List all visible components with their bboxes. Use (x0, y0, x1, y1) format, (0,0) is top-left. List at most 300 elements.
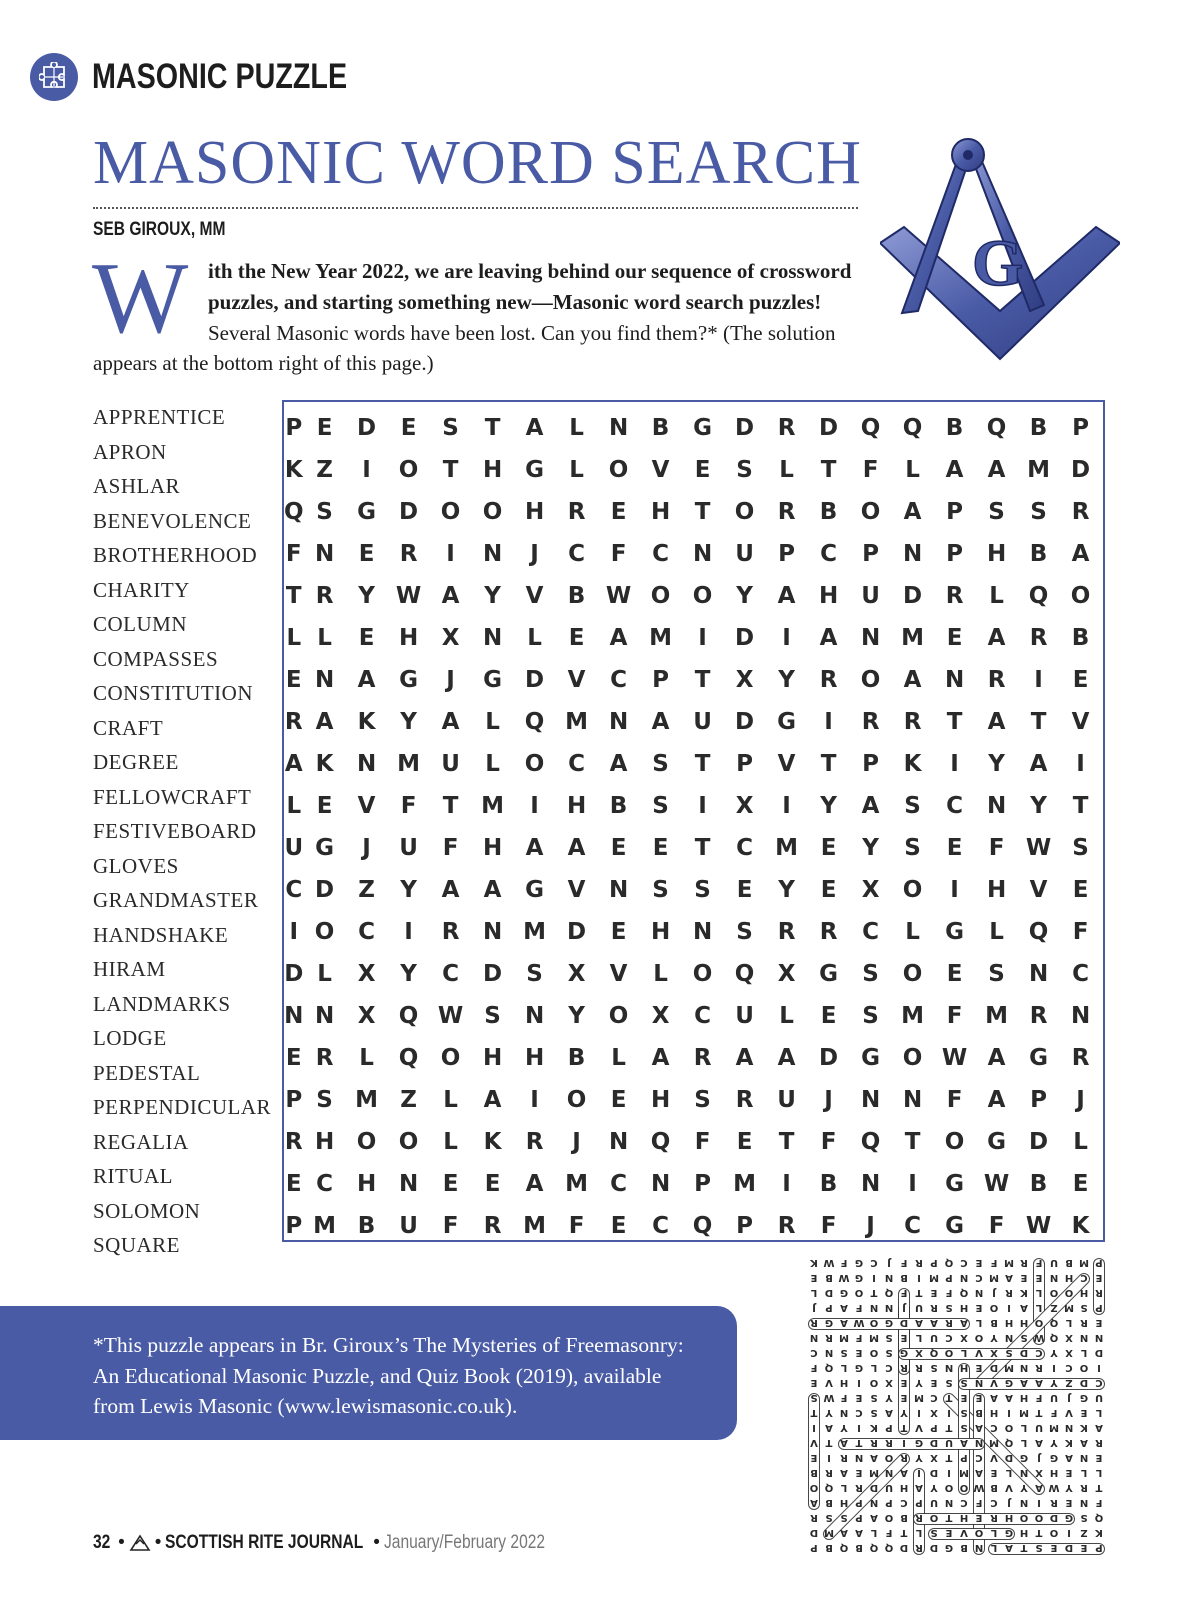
grid-cell: R (441, 919, 460, 945)
solution-cell: E (1035, 1272, 1043, 1283)
word-list (93, 400, 271, 1263)
grid-cell: S (652, 793, 669, 819)
solution-cell: C (945, 1332, 953, 1343)
solution-cell: I (917, 1272, 921, 1283)
grid-cell: M (523, 919, 546, 945)
solution-cell: C (960, 1257, 968, 1268)
solution-cell: U (1049, 1257, 1059, 1268)
grid-cell: H (356, 1171, 377, 1197)
grid-cell: A (903, 667, 922, 693)
solution-cell: R (1005, 1287, 1013, 1298)
solution-cell: A (1080, 1437, 1088, 1448)
grid-cell: O (692, 583, 713, 609)
grid-cell: A (357, 667, 376, 693)
word-list-item: HANDSHAKE (93, 922, 229, 947)
grid-cell: Z (358, 877, 375, 903)
grid-cell: Y (820, 793, 837, 819)
solution-cell: E (855, 1347, 863, 1358)
solution-cell: H (1004, 1512, 1014, 1523)
grid-cell: N (902, 541, 923, 567)
grid-cell: A (1071, 541, 1090, 567)
grid-cell: B (819, 499, 838, 525)
grid-cell: M (733, 1171, 756, 1197)
solution-cell: T (1095, 1482, 1103, 1493)
grid-cell: P (694, 1171, 711, 1197)
grid-cell: E (1072, 667, 1089, 693)
solution-cell: G (839, 1287, 849, 1298)
intro-line-3: Several Masonic words have been lost. Can you find them?* (The solution (208, 321, 836, 345)
grid-cell: L (485, 709, 500, 735)
solution-cell: R (870, 1437, 878, 1448)
grid-cell: D (399, 499, 419, 525)
solution-cell: J (1037, 1452, 1041, 1463)
grid-cell: A (987, 457, 1006, 483)
grid-cell: F (442, 835, 459, 861)
solution-cell: A (1020, 1377, 1028, 1388)
grid-cell: S (862, 1003, 879, 1029)
puzzle-piece-icon (30, 53, 78, 101)
solution-cell: O (1034, 1512, 1044, 1523)
solution-cell: C (900, 1497, 908, 1508)
solution-cell: N (1079, 1332, 1089, 1343)
grid-cell: Y (568, 1003, 585, 1029)
grid-cell: S (904, 835, 921, 861)
word-list-item: BROTHERHOOD (93, 543, 258, 567)
solution-cell: R (1050, 1497, 1058, 1508)
grid-cell: L (443, 1129, 458, 1155)
grid-cell: C (568, 541, 585, 567)
grid-row (284, 617, 1102, 659)
solution-cell: V (1065, 1407, 1073, 1418)
word-list-item: DEGREE (93, 750, 179, 774)
grid-cell: Y (400, 961, 417, 987)
grid-cell: R (987, 667, 1006, 693)
grid-cell: H (524, 1045, 545, 1071)
grid-cell: M (565, 709, 588, 735)
grid-cell: S (526, 961, 543, 987)
grid-cell: W (605, 583, 632, 609)
solution-cell: O (1049, 1287, 1059, 1298)
grid-cell: I (782, 793, 791, 819)
grid-cell: S (484, 1003, 501, 1029)
note-line-2: An Educational Masonic Puzzle, and Quiz Book (2019), available (93, 1363, 662, 1388)
grid-cell: M (313, 1213, 336, 1239)
solution-cell: L (840, 1482, 848, 1493)
solution-cell: F (900, 1257, 908, 1268)
solution-cell: R (915, 1257, 923, 1268)
grid-cell: E (694, 457, 711, 483)
grid-cell: K (903, 751, 922, 777)
solution-cell: G (1004, 1527, 1014, 1538)
solution-cell: I (1037, 1497, 1041, 1508)
solution-cell: H (1004, 1317, 1014, 1328)
grid-cell: D (903, 583, 923, 609)
solution-cell: M (914, 1392, 924, 1403)
solution-cell: O (869, 1317, 879, 1328)
grid-cell: A (945, 457, 964, 483)
solution-cell: D (1004, 1452, 1014, 1463)
grid-cell: W (1025, 1213, 1052, 1239)
solution-cell: P (960, 1452, 968, 1463)
solution-cell: A (915, 1317, 923, 1328)
solution-cell: M (929, 1272, 939, 1283)
solution-cell: C (1080, 1272, 1088, 1283)
solution-cell: K (1095, 1527, 1103, 1538)
solution-cell: L (810, 1287, 818, 1298)
grid-cell: D (284, 961, 304, 987)
solution-cell: B (810, 1467, 818, 1478)
grid-cell: M (775, 835, 798, 861)
grid-cell: A (525, 1171, 544, 1197)
grid-cell: C (652, 1213, 669, 1239)
grid-cell: N (314, 667, 335, 693)
solution-cell: N (944, 1362, 954, 1373)
grid-cell: K (357, 709, 376, 735)
solution-cell: A (1035, 1482, 1043, 1493)
solution-cell: A (840, 1317, 848, 1328)
solution-cell: O (929, 1512, 939, 1523)
solution-cell: N (1019, 1497, 1029, 1508)
grid-cell: Y (400, 709, 417, 735)
word-list-item: PEDESTAL (93, 1060, 201, 1085)
page-footer (93, 1532, 580, 1554)
grid-cell: A (483, 1087, 502, 1113)
solution-cell: H (959, 1302, 969, 1313)
solution-cell: E (1095, 1317, 1103, 1328)
solution-cell: E (930, 1377, 938, 1388)
solution-cell: R (930, 1302, 938, 1313)
grid-cell: T (820, 751, 837, 777)
solution-cell: J (1007, 1497, 1011, 1508)
grid-cell: R (525, 1129, 544, 1155)
grid-cell: X (777, 961, 796, 987)
solution-cell: H (839, 1377, 849, 1388)
grid-cell: Q (734, 961, 755, 987)
solution-cell: N (824, 1347, 834, 1358)
solution-cell: L (840, 1362, 848, 1373)
solution-cell: G (1019, 1452, 1029, 1463)
solution-cell: O (1079, 1362, 1089, 1373)
solution-cell: Q (824, 1482, 834, 1493)
grid-cell: N (1028, 961, 1049, 987)
grid-cell: X (357, 1003, 376, 1029)
grid-row (284, 995, 1102, 1037)
solution-cell: C (870, 1257, 878, 1268)
solution-cell: I (1052, 1362, 1056, 1373)
page-number: 32 (93, 1532, 111, 1553)
solution-cell: T (945, 1392, 953, 1403)
solution-cell: G (854, 1362, 864, 1373)
grid-cell: E (285, 1171, 302, 1197)
word-list-item: APRON (93, 439, 167, 464)
page-title: MASONIC WORD SEARCH (93, 129, 862, 197)
grid-cell: Q (398, 1003, 419, 1029)
grid-cell: T (946, 709, 963, 735)
grid-cell: E (1072, 1171, 1089, 1197)
solution-cell: F (1050, 1407, 1058, 1418)
grid-cell: X (441, 625, 460, 651)
solution-cell: M (959, 1467, 969, 1478)
grid-cell: M (565, 1171, 588, 1197)
solution-cell: U (884, 1482, 894, 1493)
solution-cell: Y (915, 1452, 923, 1463)
grid-cell: O (398, 1129, 419, 1155)
solution-cell: M (1049, 1422, 1059, 1433)
grid-cell: P (862, 751, 879, 777)
grid-cell: A (651, 1045, 670, 1071)
grid-cell: I (530, 1087, 539, 1113)
solution-cell: P (1095, 1257, 1103, 1268)
grid-cell: L (653, 961, 668, 987)
grid-cell: B (819, 1171, 838, 1197)
solution-cell: M (824, 1527, 834, 1538)
grid-cell: L (317, 625, 332, 651)
solution-cell: S (930, 1362, 938, 1373)
solution-cell: T (945, 1512, 953, 1523)
solution-cell: S (885, 1332, 893, 1343)
solution-cell: Y (1020, 1482, 1028, 1493)
solution-cell: O (1019, 1512, 1029, 1523)
grid-cell: E (946, 625, 963, 651)
grid-cell: M (1027, 457, 1050, 483)
solution-cell: M (989, 1437, 999, 1448)
square-and-compasses-icon (880, 135, 1120, 375)
grid-cell: L (989, 919, 1004, 945)
solution-cell: H (1019, 1392, 1029, 1403)
grid-cell: A (284, 751, 303, 777)
solution-cell: F (855, 1302, 863, 1313)
grid-cell: H (986, 541, 1007, 567)
solution-cell: X (930, 1407, 938, 1418)
solution-cell: P (810, 1542, 818, 1553)
solution-cell: H (989, 1407, 999, 1418)
solution-cell: M (869, 1332, 879, 1343)
grid-cell: N (314, 541, 335, 567)
solution-cell: W (853, 1317, 865, 1328)
grid-cell: E (1072, 877, 1089, 903)
solution-cell: D (899, 1317, 909, 1328)
grid-cell: N (524, 1003, 545, 1029)
solution-cell: Y (915, 1377, 923, 1388)
grid-cell: R (315, 583, 334, 609)
grid-cell: G (945, 1213, 964, 1239)
solution-cell: W (823, 1392, 835, 1403)
solution-cell: C (1095, 1377, 1103, 1388)
solution-cell: N (1064, 1422, 1074, 1433)
solution-cell: T (1035, 1527, 1043, 1538)
grid-cell: R (777, 499, 796, 525)
grid-cell: E (610, 1087, 627, 1113)
grid-cell: R (1071, 1045, 1090, 1071)
grid-cell: I (289, 919, 299, 945)
grid-cell: V (567, 667, 586, 693)
grid-cell: E (358, 541, 375, 567)
grid-cell: N (608, 1129, 629, 1155)
grid-cell: C (652, 541, 669, 567)
solution-cell: H (959, 1362, 969, 1373)
solution-cell: Q (884, 1287, 894, 1298)
grid-cell: H (650, 1087, 671, 1113)
grid-cell: E (610, 835, 627, 861)
solution-cell: M (989, 1272, 999, 1283)
grid-cell: T (1072, 793, 1089, 819)
grid-cell: A (819, 625, 838, 651)
solution-cell: Y (825, 1407, 833, 1418)
solution-cell: A (930, 1317, 938, 1328)
solution-cell: P (915, 1497, 923, 1508)
solution-cell: A (1065, 1452, 1073, 1463)
solution-cell: D (929, 1437, 939, 1448)
grid-cell: I (1076, 751, 1085, 777)
solution-cell: V (825, 1377, 833, 1388)
bullet: • (154, 1532, 162, 1553)
grid-cell: R (777, 415, 796, 441)
solution-cell: S (870, 1407, 878, 1418)
grid-row (284, 1079, 1102, 1121)
grid-row (284, 1205, 1102, 1247)
solution-cell: M (839, 1332, 849, 1343)
solution-cell: Y (1050, 1347, 1058, 1358)
solution-cell: E (990, 1467, 998, 1478)
grid-cell: O (902, 877, 923, 903)
solution-cell: B (1065, 1257, 1073, 1268)
issue-date: January/February 2022 (383, 1532, 545, 1553)
solution-cell: E (960, 1392, 968, 1403)
grid-cell: C (820, 541, 837, 567)
solution-cell: B (825, 1272, 833, 1283)
solution-cell: H (1019, 1527, 1029, 1538)
grid-cell: C (694, 1003, 711, 1029)
solution-cell: C (810, 1347, 818, 1358)
grid-cell: W (395, 583, 422, 609)
grid-cell: I (446, 541, 455, 567)
solution-cell: E (945, 1527, 953, 1538)
grid-cell: A (987, 625, 1006, 651)
solution-cell: L (975, 1317, 983, 1328)
solution-cell: I (947, 1467, 951, 1478)
grid-cell: H (818, 583, 839, 609)
grid-cell: O (944, 1129, 965, 1155)
solution-cell: B (825, 1542, 833, 1553)
solution-cell: R (840, 1452, 848, 1463)
solution-cell: I (827, 1452, 831, 1463)
grid-cell: L (443, 1087, 458, 1113)
solution-cell: U (1034, 1422, 1044, 1433)
grid-row (284, 407, 1102, 449)
solution-cell: L (870, 1527, 878, 1538)
solution-cell: O (869, 1377, 879, 1388)
grid-cell: E (820, 835, 837, 861)
grid-cell: P (946, 499, 963, 525)
grid-cell: B (945, 415, 964, 441)
grid-cell: M (481, 793, 504, 819)
grid-cell: Q (1028, 919, 1049, 945)
grid-cell: Y (400, 877, 417, 903)
solution-cell: A (1005, 1272, 1013, 1283)
grid-cell: P (862, 541, 879, 567)
grid-cell: T (442, 457, 459, 483)
solution-cell: N (869, 1302, 879, 1313)
grid-cell: U (735, 1003, 754, 1029)
grid-cell: G (315, 835, 334, 861)
grid-cell: K (483, 1129, 502, 1155)
section-label: MASONIC PUZZLE (92, 57, 348, 96)
grid-cell: U (399, 835, 418, 861)
solution-cell: N (884, 1272, 894, 1283)
grid-cell: N (860, 1087, 881, 1113)
solution-cell: F (855, 1332, 863, 1343)
grid-cell: B (1029, 541, 1048, 567)
solution-cell: R (900, 1452, 908, 1463)
solution-cell: F (945, 1287, 953, 1298)
grid-cell: Z (400, 1087, 417, 1113)
solution-cell: P (855, 1512, 863, 1523)
grid-row (284, 1121, 1102, 1163)
word-list-item: APPRENTICE (93, 405, 226, 429)
solution-cell: S (960, 1377, 968, 1388)
grid-cell: Q (650, 1129, 671, 1155)
grid-cell: F (568, 1213, 585, 1239)
solution-cell: G (1049, 1452, 1059, 1463)
solution-cell: M (1004, 1362, 1014, 1373)
solution-cell: W (973, 1482, 985, 1493)
solution-cell: P (1095, 1542, 1103, 1553)
grid-cell: M (901, 1003, 924, 1029)
grid-cell: U (284, 835, 304, 861)
solution-cell: L (1020, 1437, 1028, 1448)
solution-cell: R (1035, 1362, 1043, 1373)
grid-cell: L (611, 1045, 626, 1071)
grid-cell: F (285, 541, 302, 567)
grid-cell: C (610, 667, 627, 693)
solution-cell: M (1064, 1302, 1074, 1313)
grid-cell: C (442, 961, 459, 987)
grid-cell: J (446, 667, 455, 693)
solution-cell: R (810, 1512, 818, 1523)
grid-cell: P (652, 667, 669, 693)
solution-cell: Q (839, 1542, 849, 1553)
grid-cell: R (284, 1129, 303, 1155)
grid-cell: K (284, 457, 303, 483)
grid-cell: F (610, 541, 627, 567)
solution-cell: C (990, 1422, 998, 1433)
solution-cell: R (855, 1482, 863, 1493)
bullet: • (373, 1532, 380, 1553)
grid-cell: B (1071, 625, 1090, 651)
solution-cell: B (825, 1497, 833, 1508)
solution-cell: O (1004, 1422, 1014, 1433)
solution-cell: R (1080, 1482, 1088, 1493)
grid-cell: X (861, 877, 880, 903)
grid-cell: U (441, 751, 460, 777)
grid-cell: V (1029, 877, 1048, 903)
grid-cell: U (735, 541, 754, 567)
solution-cell: B (855, 1542, 863, 1553)
word-list-item: GLOVES (93, 853, 179, 878)
grid-cell: E (946, 961, 963, 987)
grid-row (284, 1163, 1102, 1205)
grid-cell: Y (1030, 793, 1047, 819)
solution-cell: L (1020, 1422, 1028, 1433)
solution-cell: G (824, 1317, 834, 1328)
grid-cell: J (362, 835, 371, 861)
grid-row (284, 953, 1102, 995)
grid-cell: I (950, 751, 959, 777)
solution-cell: S (945, 1302, 953, 1313)
solution-cell: X (930, 1452, 938, 1463)
solution-cell: L (990, 1542, 998, 1553)
word-list-item: SOLOMON (93, 1198, 201, 1223)
